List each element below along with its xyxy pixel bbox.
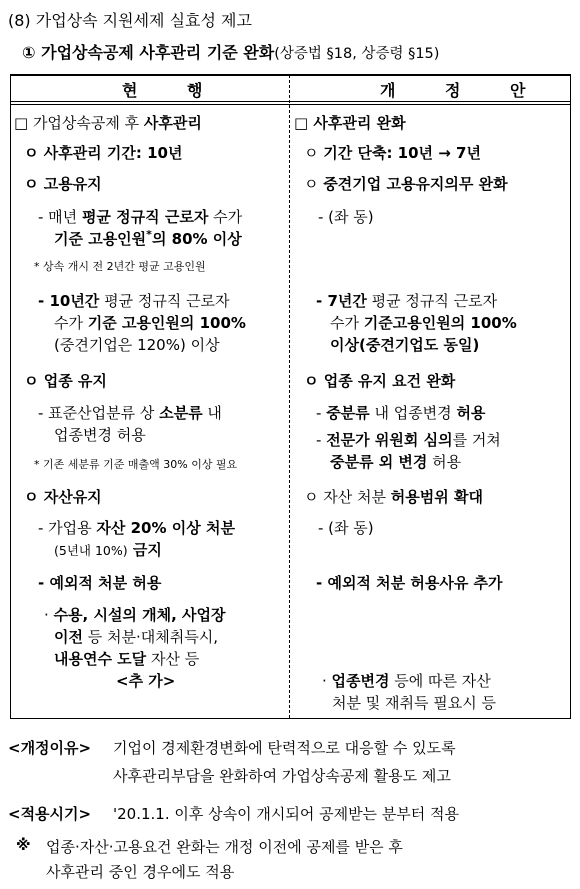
text: 업종변경 [331,672,390,690]
current-box-title-bold: 사후관리 [143,114,202,132]
proposed-7yr-line2 [330,312,517,333]
text: - 10년간 [38,292,100,310]
text: 등 처분·대체취득시, [82,628,218,646]
text: 자산 등 [146,650,200,668]
text: 기준 고용인원 [54,230,147,248]
text: 허용 [427,453,462,471]
proposed-business-item2-line1 [316,429,501,450]
current-box-title-text: □ 가업상속공제 후 [14,114,144,132]
law-reference: (상증법 §18, 상증령 §15) [274,46,440,62]
proposed-addition-line1 [322,670,491,691]
current-exception-line2 [54,626,218,647]
text: - [316,431,327,449]
current-business-line2: 업종변경 허용 [54,426,146,444]
text: (5년내 10%) [54,543,128,558]
current-10yr-line1 [38,290,230,311]
proposed-asset-title [304,486,483,507]
current-asset-title: ㅇ 자산유지 [24,488,102,506]
column-header-proposed: 개 정 안 [380,81,548,100]
text: 중견기업 고용유지의무 완화 [323,175,508,193]
text: · [322,672,332,690]
text: 등에 따른 자산 [389,672,491,690]
proposed-business-item1 [316,402,485,423]
current-addition-placeholder: <추 가> [116,672,176,690]
subsection-heading [22,40,439,63]
text: ㅇ [304,175,324,193]
text: 수가 [330,314,364,332]
text: - 가업용 [38,519,97,537]
proposed-period [304,142,481,163]
text: - 7년간 [316,292,367,310]
current-period: ㅇ 사후관리 기간: 10년 [24,144,183,162]
proposed-same-1: - (좌 동) [318,208,374,226]
text: 이전 [54,628,83,646]
text: - 표준산업분류 상 [38,404,160,422]
current-asset-line1 [38,517,235,538]
proposed-box-title: □ 사후관리 완화 [294,114,406,132]
text: 내용연수 도달 [54,650,147,668]
text: 평균 정규직 근로자 [366,292,498,310]
reason-line2: 사후관리부담을 완화하여 가업상속공제 활용도 제고 [113,767,451,785]
text: 를 거쳐 [452,431,501,449]
text: 허용 [456,404,486,422]
text: - 매년 [38,208,82,226]
note-line1: 업종·자산·고용요건 완화는 개정 이전에 공제를 받은 후 [46,838,403,856]
effective-text: '20.1.1. 이후 상속이 개시되어 공제받는 분부터 적용 [113,805,460,823]
text: ㅇ [304,144,324,162]
text: 금지 [127,541,162,559]
text: 전문가 위원회 심의 [326,431,453,449]
proposed-business-title: ㅇ 업종 유지 요건 완화 [304,372,456,390]
current-exception-line1 [44,604,226,625]
current-exception-line3 [54,648,199,669]
current-10yr-line3: (중견기업은 120%) 이상 [54,336,220,354]
text: 수가 [208,208,243,226]
footnote-mark: * [146,228,152,241]
table-header-divider-double [10,104,571,105]
current-business-line1 [38,402,222,423]
text: 수가 [54,314,88,332]
text: 자산 20% 이상 처분 [96,519,235,537]
column-header-current: 현 행 [122,81,225,100]
current-employment-note: * 상속 개시 전 2년간 평균 고용인원 [34,260,206,273]
section-heading: (8) 가업상속 지원세제 실효성 제고 [8,11,252,30]
current-employment-line2 [54,228,242,249]
current-asset-line2 [54,539,162,560]
proposed-employment-title [304,173,508,194]
text: 소분류 [159,404,203,422]
reason-line1: 기업이 경제환경변화에 탄력적으로 대응할 수 있도록 [113,739,456,757]
text: 의 80% 이상 [151,230,242,248]
proposed-addition-line2: 처분 및 재취득 필요시 등 [332,694,496,712]
current-exception-title: - 예외적 처분 허용 [38,574,162,592]
text: 내 업종변경 [369,404,457,422]
proposed-same-2: - (좌 동) [318,519,374,537]
text: 평균 정규직 근로자 [99,292,230,310]
table-header-divider [10,101,571,102]
text: 내 [202,404,222,422]
text: 기준 고용인원의 100% [87,314,246,332]
proposed-7yr-line3: 이상(중견기업도 동일) [330,336,480,354]
text: 허용범위 확대 [390,488,483,506]
text: - [316,404,327,422]
note-mark: ※ [16,836,31,854]
current-business-title: ㅇ 업종 유지 [24,372,107,390]
text: 수용, 시설의 개체, 사업장 [53,606,226,624]
reason-label: <개정이유> [8,739,92,757]
column-divider [289,75,290,718]
text: 기준고용인원의 100% [363,314,517,332]
current-employment-line1 [38,206,242,227]
subsection-number: ① [22,43,36,62]
text: ㅇ 자산 처분 [304,488,391,506]
proposed-7yr-line1 [316,290,497,311]
text: 기간 단축: 10년 → 7년 [323,144,481,162]
subsection-title: 가업상속공제 사후관리 기준 완화 [41,43,275,62]
effective-label: <적용시기> [8,805,92,823]
text: 평균 정규직 근로자 [81,208,209,226]
note-line2: 사후관리 중인 경우에도 적용 [46,863,235,881]
text: · [44,606,54,624]
current-10yr-line2 [54,312,246,333]
proposed-business-item2-line2 [330,451,461,472]
current-business-note: * 기존 세분류 기준 매출액 30% 이상 필요 [34,458,238,471]
current-box-title [14,112,202,133]
current-employment-title: ㅇ 고용유지 [24,175,102,193]
text: 중분류 [326,404,370,422]
text: 중분류 외 변경 [330,453,428,471]
proposed-exception-title: - 예외적 처분 허용사유 추가 [316,574,503,592]
